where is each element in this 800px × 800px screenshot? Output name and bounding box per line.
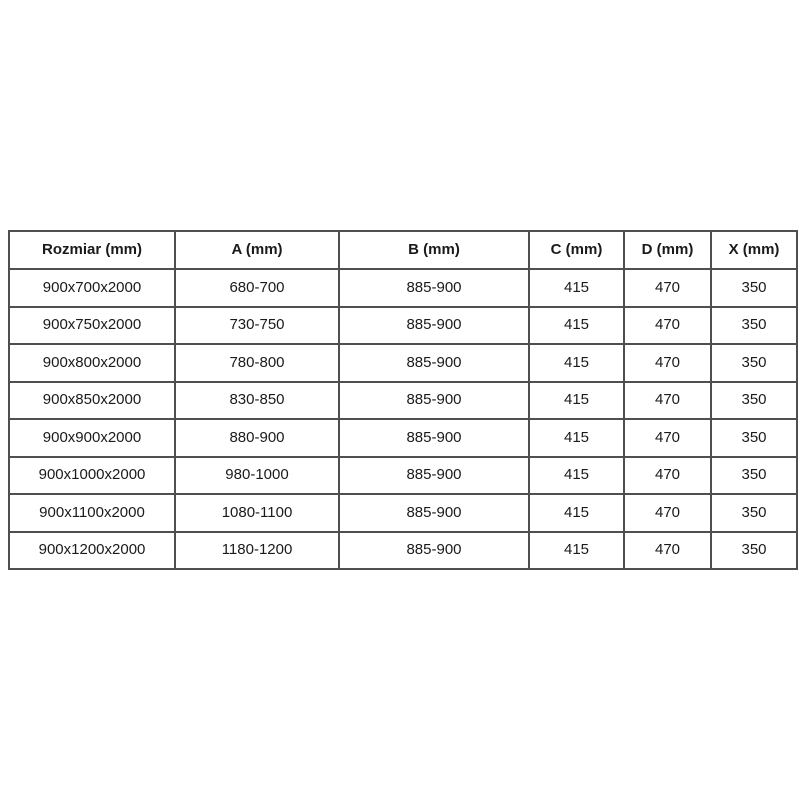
table-row: [9, 457, 797, 495]
table-row: [9, 419, 797, 457]
table-cell: 350: [711, 419, 797, 457]
table-cell: 885-900: [339, 419, 529, 457]
table-cell: 470: [624, 344, 711, 382]
table-row: [9, 532, 797, 570]
table-cell: 900x1000x2000: [9, 457, 175, 495]
table-cell: 350: [711, 307, 797, 345]
table-cell: 470: [624, 269, 711, 307]
table-cell: 350: [711, 532, 797, 570]
column-header: D (mm): [624, 231, 711, 269]
table-cell: 415: [529, 532, 624, 570]
table-row: [9, 494, 797, 532]
column-header: C (mm): [529, 231, 624, 269]
table-cell: 415: [529, 457, 624, 495]
table-cell: 880-900: [175, 419, 339, 457]
table-cell: 470: [624, 382, 711, 420]
column-header: B (mm): [339, 231, 529, 269]
table-cell: 350: [711, 494, 797, 532]
table-cell: 415: [529, 494, 624, 532]
column-header: X (mm): [711, 231, 797, 269]
table-row: [9, 382, 797, 420]
table-cell: 885-900: [339, 457, 529, 495]
header-row: [9, 231, 797, 269]
table-cell: 1180-1200: [175, 532, 339, 570]
table-cell: 350: [711, 344, 797, 382]
table-body: [9, 269, 797, 569]
table-cell: 780-800: [175, 344, 339, 382]
table-cell: 350: [711, 269, 797, 307]
table-cell: 470: [624, 532, 711, 570]
table-cell: 415: [529, 269, 624, 307]
table-cell: 470: [624, 494, 711, 532]
table-cell: 885-900: [339, 532, 529, 570]
table-cell: 900x1100x2000: [9, 494, 175, 532]
table-cell: 900x700x2000: [9, 269, 175, 307]
table-cell: 885-900: [339, 382, 529, 420]
table-row: [9, 344, 797, 382]
table-cell: 980-1000: [175, 457, 339, 495]
table-cell: 885-900: [339, 307, 529, 345]
table-cell: 885-900: [339, 344, 529, 382]
table-row: [9, 269, 797, 307]
table-cell: 830-850: [175, 382, 339, 420]
table-cell: 730-750: [175, 307, 339, 345]
table-cell: 680-700: [175, 269, 339, 307]
table-cell: 415: [529, 419, 624, 457]
table-cell: 900x850x2000: [9, 382, 175, 420]
table-cell: 470: [624, 457, 711, 495]
table-cell: 900x750x2000: [9, 307, 175, 345]
table-cell: 1080-1100: [175, 494, 339, 532]
table-cell: 885-900: [339, 269, 529, 307]
table-cell: 415: [529, 307, 624, 345]
table-cell: 900x1200x2000: [9, 532, 175, 570]
table-cell: 470: [624, 419, 711, 457]
column-header: A (mm): [175, 231, 339, 269]
size-dimensions-table: [8, 230, 798, 570]
table-cell: 350: [711, 382, 797, 420]
table-cell: 885-900: [339, 494, 529, 532]
table-cell: 900x800x2000: [9, 344, 175, 382]
table-cell: 350: [711, 457, 797, 495]
table-cell: 470: [624, 307, 711, 345]
table-cell: 415: [529, 382, 624, 420]
table-row: [9, 307, 797, 345]
table-cell: 900x900x2000: [9, 419, 175, 457]
table-cell: 415: [529, 344, 624, 382]
column-header: Rozmiar (mm): [9, 231, 175, 269]
